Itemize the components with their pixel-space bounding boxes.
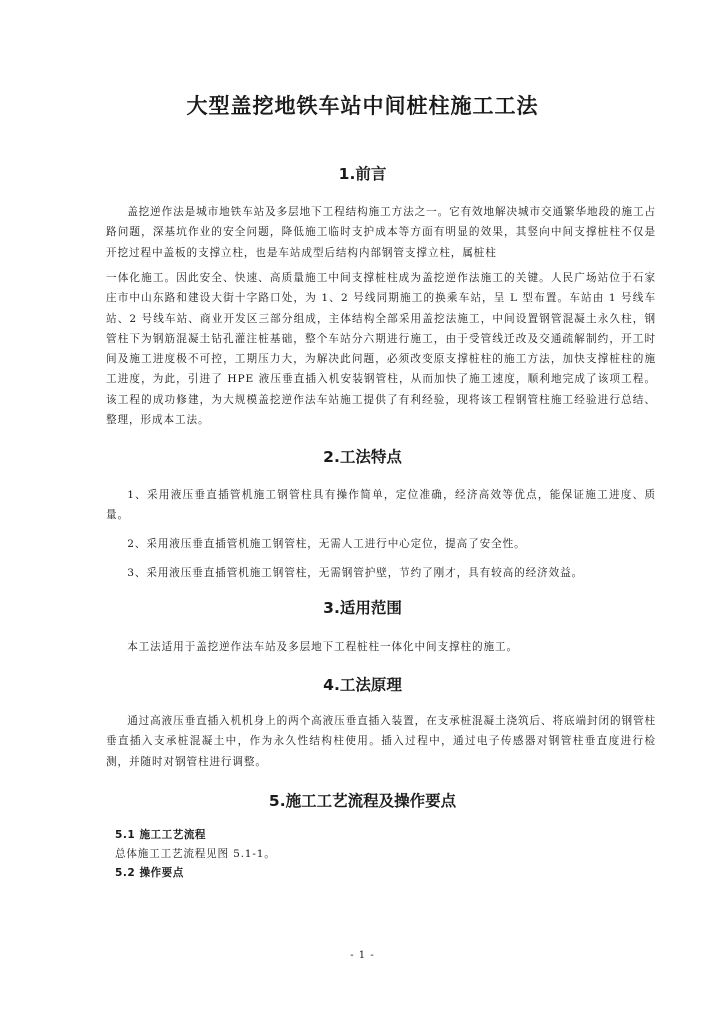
principle-paragraph: 通过高液压垂直插入机机身上的两个高液压垂直插入装置，在支承桩混凝土浇筑后、将底端封闭的钢管柱垂直插入支承桩混凝土中，作为永久性结构柱使用。插入过程中，通过电子传感器对钢管柱垂直度进行检测，并随时对钢管柱进行调整。 [106, 715, 656, 768]
feature-item-1: 1、采用液压垂直插管机施工钢管柱具有操作简单，定位准确，经济高效等优点，能保证施工进度、质量。 [106, 489, 656, 522]
subsection-5-1-text: 总体施工工艺流程见图 5.1-1。 [115, 848, 276, 860]
document-title: 大型盖挖地铁车站中间桩柱施工工法 [186, 94, 539, 118]
section-heading-preface: 1.前言 [338, 165, 387, 183]
preface-paragraph-2: 一体化施工。因此安全、快速、高质量施工中间支撑桩柱成为盖挖逆作法施工的关键。人民广场站位于石家庄市中山东路和建设大街十字路口处，为 1、2 号线同期施工的换乘车站，呈 L 型布置。车站由 1 号线车站、2 号线车站、商业开发区三部分组成，主体结构全部采用盖挖法施工，中间设置钢管混凝土永久柱，钢管柱下为钢筋混凝土钻孔灌注桩基础，整个车站分六期进行施工，由于受管线迁改及交通疏解制约，开工时间及施工进度极不可控，工期压力大，为解决此问题，必须改变原支撑桩柱的施工方法，加快支撑桩柱的施工进度，为此，引进了 HPE 液压垂直插入机安装钢管柱，从而加快了施工速度，顺利地完成了该项工程。该工程的成功修建，为大规模盖挖逆作法车站施工提供了有利经验，现将该工程钢管柱施工经验进行总结、整理，形成本工法。 [106, 272, 656, 427]
scope-paragraph: 本工法适用于盖挖逆作法车站及多层地下工程桩柱一体化中间支撑柱的施工。 [127, 641, 518, 653]
section-heading-process: 5.施工工艺流程及操作要点 [268, 792, 457, 810]
section-heading-features: 2.工法特点 [323, 448, 402, 466]
subsection-5-1-heading: 5.1 施工工艺流程 [115, 829, 207, 841]
feature-item-3: 3、采用液压垂直插管机施工钢管柱，无需钢管护壁，节约了刚才，具有较高的经济效益。 [127, 567, 584, 579]
section-heading-scope: 3.适用范围 [323, 599, 402, 617]
section-heading-principle: 4.工法原理 [323, 676, 402, 694]
preface-paragraph-1: 盖挖逆作法是城市地铁车站及多层地下工程结构施工方法之一。它有效地解决城市交通繁华地段的施工占路问题，深基坑作业的安全问题，降低施工临时支护成本等方面有明显的效果，其竖向中间支撑桩柱不仅是开挖过程中盖板的支撑立柱，也是车站成型后结构内部钢管支撑立柱，属桩柱 [106, 206, 656, 259]
page-number: - 1 - [350, 950, 375, 961]
subsection-5-2-heading: 5.2 操作要点 [115, 867, 184, 879]
feature-item-2: 2、采用液压垂直插管机施工钢管柱，无需人工进行中心定位，提高了安全性。 [127, 538, 526, 550]
